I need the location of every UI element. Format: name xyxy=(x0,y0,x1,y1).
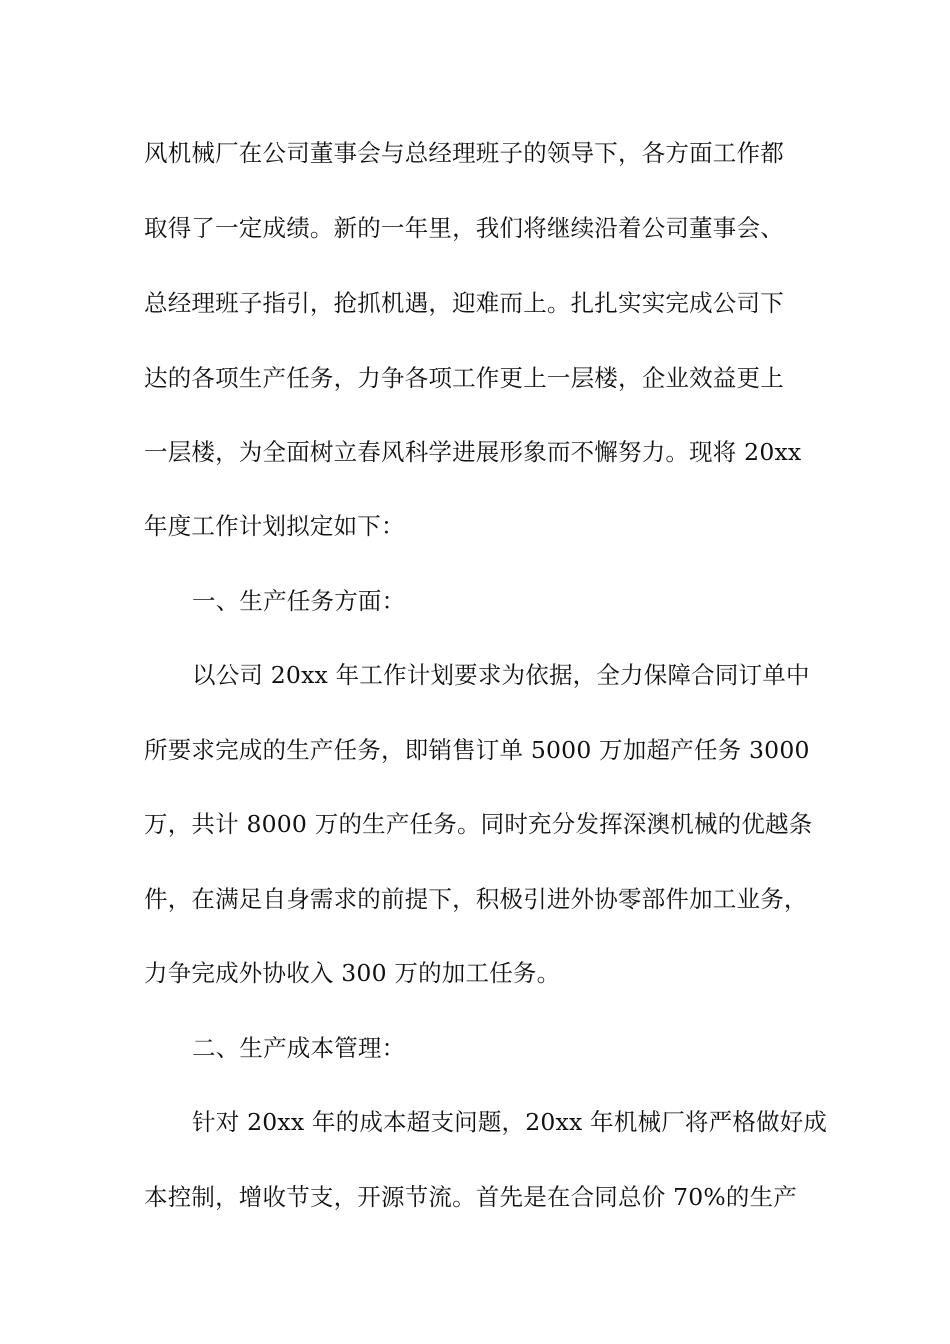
paragraph-line-10: 万，共计 8000 万的生产任务。同时充分发挥深澳机械的优越条 xyxy=(144,810,813,838)
section-heading-production-tasks: 一、生产任务方面： xyxy=(192,587,406,615)
paragraph-line-6: 年度工作计划拟定如下： xyxy=(144,512,405,540)
paragraph-line-4: 达的各项生产任务，力争各项工作更上一层楼，企业效益更上 xyxy=(144,364,784,392)
paragraph-line-14: 针对 20xx 年的成本超支问题，20xx 年机械厂将严格做好成 xyxy=(192,1108,828,1136)
paragraph-line-12: 力争完成外协收入 300 万的加工任务。 xyxy=(144,959,561,987)
section-heading-cost-management: 二、生产成本管理： xyxy=(192,1034,406,1062)
paragraph-line-3: 总经理班子指引，抢抓机遇，迎难而上。扎扎实实完成公司下 xyxy=(144,289,784,317)
paragraph-line-8: 以公司 20xx 年工作计划要求为依据，全力保障合同订单中 xyxy=(192,661,810,689)
paragraph-line-2: 取得了一定成绩。新的一年里，我们将继续沿着公司董事会、 xyxy=(144,214,784,242)
paragraph-line-1: 风机械厂在公司董事会与总经理班子的领导下，各方面工作都 xyxy=(144,139,784,167)
paragraph-line-9: 所要求完成的生产任务，即销售订单 5000 万加超产任务 3000 xyxy=(144,736,810,764)
paragraph-line-15: 本控制，增收节支，开源节流。首先是在合同总价 70%的生产 xyxy=(144,1183,798,1211)
paragraph-line-11: 件，在满足自身需求的前提下，积极引进外协零部件加工业务， xyxy=(144,885,808,913)
paragraph-line-5: 一层楼，为全面树立春风科学进展形象而不懈努力。现将 20xx xyxy=(144,438,802,466)
